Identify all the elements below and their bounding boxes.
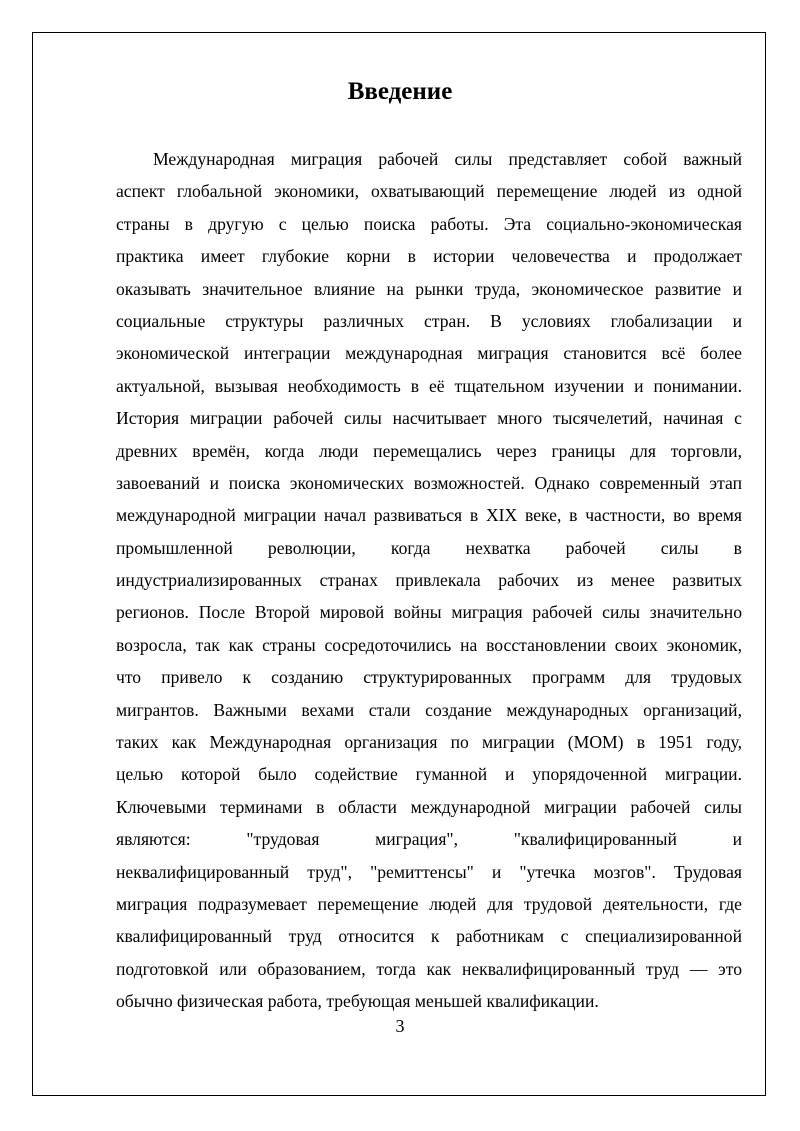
body-text-line: Ключевыми терминами в области международной миграции рабочей силы <box>116 796 742 817</box>
body-text-line: страны в другую с целью поиска работы. Эта социально-экономическая <box>116 213 742 234</box>
page-number: 3 <box>395 1016 405 1036</box>
body-text-line: практика имеет глубокие корни в истории человечества и продолжает <box>116 246 742 267</box>
body-text-line: История миграции рабочей силы насчитывает много тысячелетий, начиная с <box>116 408 742 429</box>
body-text-line: обычно физическая работа, требующая меньшей квалификации. <box>116 991 599 1012</box>
body-text-line: что привело к созданию структурированных программ для трудовых <box>116 667 742 688</box>
body-text-line: актуальной, вызывая необходимость в её тщательном изучении и понимании. <box>116 375 742 396</box>
body-text-line: международной миграции начал развиваться в XIX веке, в частности, во время <box>116 505 742 526</box>
body-text-line: квалифицированный труд относится к работникам с специализированной <box>116 926 742 947</box>
body-text-line: завоеваний и поиска экономических возможностей. Однако современный этап <box>116 472 742 493</box>
body-text-line: подготовкой или образованием, тогда как неквалифицированный труд — это <box>116 958 742 979</box>
body-text-line: таких как Международная организация по миграции (МОМ) в 1951 году, <box>116 732 742 753</box>
body-text-line: индустриализированных странах привлекала рабочих из менее развитых <box>116 570 742 591</box>
body-text <box>116 143 742 1018</box>
body-text-line: возросла, так как страны сосредоточились на восстановлении своих экономик, <box>116 634 742 655</box>
body-text-line: экономической интеграции международная миграция становится всё более <box>116 343 742 364</box>
body-text-line: социальные структуры различных стран. В условиях глобализации и <box>116 310 742 331</box>
body-text-line: являются: "трудовая миграция", "квалифицированный и <box>116 829 742 850</box>
body-text-line: целью которой было содействие гуманной и упорядоченной миграции. <box>116 764 742 785</box>
body-text-line: Международная миграция рабочей силы представляет собой важный <box>153 149 742 169</box>
body-text-line: оказывать значительное влияние на рынки труда, экономическое развитие и <box>116 278 742 299</box>
body-text-line: мигрантов. Важными вехами стали создание международных организаций, <box>116 699 742 720</box>
body-text-line: миграция подразумевает перемещение людей для трудовой деятельности, где <box>116 893 742 914</box>
body-text-line: регионов. После Второй мировой войны миграция рабочей силы значительно <box>116 602 742 623</box>
page-title: Введение <box>347 78 453 105</box>
body-text-line: промышленной революции, когда нехватка рабочей силы в <box>116 537 742 558</box>
body-text-line: аспект глобальной экономики, охватывающий перемещение людей из одной <box>116 181 742 202</box>
body-text-line: неквалифицированный труд", "ремиттенсы" и "утечка мозгов". Трудовая <box>116 861 742 882</box>
body-text-line: древних времён, когда люди перемещались через границы для торговли, <box>116 440 742 461</box>
